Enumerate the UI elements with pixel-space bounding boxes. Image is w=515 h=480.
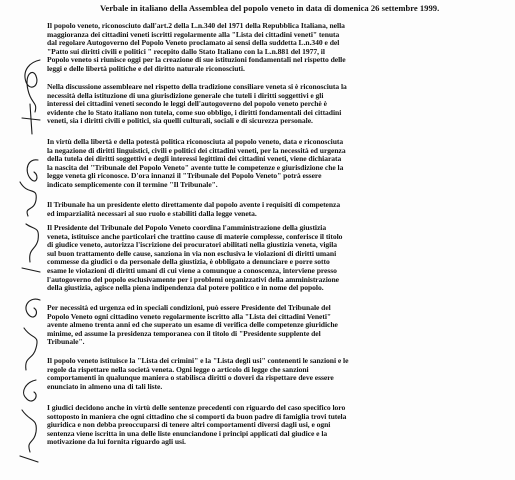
text-line: indicato semplicemente con il termine "Il Tribunale". xyxy=(47,180,218,189)
text-line: I giudici decidono anche in virtù delle sentenze precedenti con riguardo del caso specifico loro xyxy=(47,404,346,412)
text-line: l'autogoverno del popolo esclusivamente per i problemi organizzativi della amministrazione xyxy=(47,275,339,284)
text-line: Popolo Veneto ogni cittadino veneto regolarmente iscritto alla "Lista dei cittadini Veneti" xyxy=(47,312,332,321)
text-line: Nella discussione assembleare nel rispetto della tradizione consiliare veneta si è riconosciuta la xyxy=(47,83,347,91)
document-title: Verbale in italiano della Assemblea del popolo veneto in data di domenica 26 settembre 1999. xyxy=(100,3,440,13)
text-line: veneti, sia i diritti civili e politici, sia quelli culturali, sociali e di sicurezza personale. xyxy=(47,117,313,126)
text-line: giuridica e non debba preoccuparsi di tenere altri comportamenti diversi dagli usi, e ogni xyxy=(47,421,331,430)
text-line: Tribunale". xyxy=(47,338,85,347)
paragraph-7 xyxy=(47,357,508,391)
text-line: minime, ed assume la presidenza temporanea con il titolo di "Presidente supplente del xyxy=(47,329,321,338)
text-line: "Patto sui diritti civili e politici " recepito dallo Stato Italiano con la L.n.881 del 1977, il xyxy=(47,47,325,56)
paragraph-8 xyxy=(47,404,508,447)
text-line: In virtù della libertà e della potestà politica riconosciuta al popolo veneto, data e riconosciuta xyxy=(47,138,344,146)
text-line: commesse da giudici o da personale della giustizia, è obbligato a denunciare e porre sotto xyxy=(47,258,330,267)
text-line: avente almeno trenta anni ed che superato un esame di verifica delle competenze giuridiche xyxy=(47,321,338,330)
text-line: veneta, istituisce anche particolari che trattino cause di materie complesse, conferisce il titolo xyxy=(47,232,343,241)
text-line: di giudice veneto, autorizza l'iscrizione dei procuratori abilitati nella giustizia veneta, vigila xyxy=(47,241,338,250)
paragraph-4 xyxy=(47,201,508,218)
text-line: Per necessità ed urgenza ed in speciali condizioni, può essere Presidente del Tribunale del xyxy=(47,304,331,312)
text-line: motivazione da lui fornita riguardo agli usi. xyxy=(47,438,186,447)
text-line: Il popolo veneto, riconosciuto dall'art.2 della L.n.340 del 1971 della Repubblica Italiana, nella xyxy=(47,22,345,30)
text-line: sottoposto in maniera che ogni cittadino che si comporti da buon padre di famiglia trovi tutela xyxy=(47,412,347,421)
text-line: sentenza viene iscritta in una delle liste enunciandone i principi applicati dal giudice e la xyxy=(47,429,328,438)
text-line: della giustizia, agisce nella piena indipendenza dal potere politico e in nome del popolo. xyxy=(47,284,324,293)
paragraph-1 xyxy=(47,22,508,74)
handwritten-signatures xyxy=(0,0,48,480)
text-line: la nascita del "Tribunale del Popolo Veneto" avente tutte le competenze e giurisdizione che la xyxy=(47,163,344,172)
text-line: Il Tribunale ha un presidente eletto direttamente dal popolo avente i requisiti di competenza xyxy=(47,201,341,209)
text-line: dal regolare Autogoverno del Popolo Veneto proclamato ai sensi della suddetta L.n.340 e del xyxy=(47,39,340,48)
text-line: della tutela dei diritti soggettivi e degli interessi legittimi dei cittadini veneti, viene dichiarata xyxy=(47,155,342,164)
text-line: regole da rispettare nella società veneta. Ogni legge o articolo di legge che sanzioni xyxy=(47,365,309,374)
paragraph-5 xyxy=(47,224,508,293)
text-line: leggi e delle libertà politiche e del diritto naturale riconosciuti. xyxy=(47,64,245,73)
text-line: maggioranza dei cittadini veneti iscritti regolarmente alla "Lista dei cittadini veneti" tenuta xyxy=(47,30,340,39)
text-line: comportamenti in qualunque maniera o stabilisca diritti o doveri da rispettare deve essere xyxy=(47,374,334,383)
text-line: legge veneta gli riconosce. D'ora innanzi il "Tribunale del Popolo Veneto" potrà essere xyxy=(47,172,322,181)
text-line: interessi dei cittadini veneti secondo le leggi dell'autogoverno del popolo veneto perchè è xyxy=(47,100,327,109)
text-line: evidente che lo Stato italiano non tutela, come suo obbligo, i diritti fondamentali dei cittadini xyxy=(47,108,342,117)
text-line: enunciato in almeno una di tali liste. xyxy=(47,382,163,391)
paragraph-6 xyxy=(47,304,508,347)
text-line: Il popolo veneto istituisce la "Lista dei crimini" e la "Lista degli usi" contenenti le sanzioni e le xyxy=(47,357,349,365)
paragraph-2 xyxy=(47,83,508,126)
text-line: Il Presidente del Tribunale del Popolo Veneto coordina l'amministrazione della giustizia xyxy=(47,224,327,232)
text-line: esame le violazioni di diritti umani di cui viene a comunque a conoscenza, interviene presso xyxy=(47,266,337,275)
text-line: ed imparzialità necessari al suo ruolo e stabiliti dalla legge veneta. xyxy=(47,209,257,218)
text-line: necessità della istituzione di una giurisdizione generale che tuteli i diritti soggettivi e gli xyxy=(47,91,324,100)
paragraph-3 xyxy=(47,138,508,190)
text-line: sul buon trattamento delle cause, sanziona in via non esclusiva le violazioni di diritti umani xyxy=(47,249,337,258)
text-line: Popolo veneto si riunisce oggi per la creazione di sue istituzioni fondamentali nel rispetto delle xyxy=(47,56,346,65)
text-line: la negazione di diritti linguistici, civili e politici dei cittadini veneti, per la necessità ed urgenza xyxy=(47,146,346,155)
